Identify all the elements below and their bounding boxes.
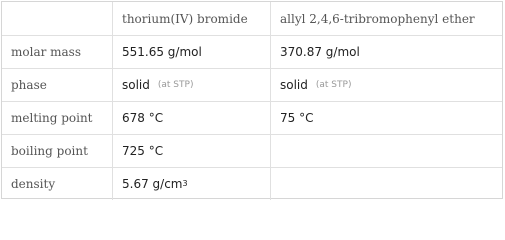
table-row-density: [2, 167, 502, 200]
value-cell: [270, 135, 502, 167]
table-row-melting-point: [2, 101, 502, 134]
value-cell: 551.65 g/mol: [112, 36, 270, 68]
header-empty-cell: [2, 2, 112, 35]
value-cell: [270, 168, 502, 200]
row-label: boiling point: [11, 144, 88, 158]
value-cell: 75 °C: [270, 102, 502, 134]
value-cell: 5.67 g/cm 3: [112, 168, 270, 200]
table-row-phase: [2, 68, 502, 101]
value-cell: [112, 69, 270, 101]
comparison-table: [1, 1, 503, 199]
row-label: density: [11, 177, 56, 191]
phase-note: (at STP): [157, 80, 194, 90]
table-row-molar-mass: [2, 35, 502, 68]
value-cell: [270, 69, 502, 101]
value-cell: 725 °C: [112, 135, 270, 167]
row-label: phase: [11, 78, 47, 92]
phase-value: solid: [122, 78, 150, 92]
table-row-boiling-point: [2, 134, 502, 167]
value-cell: 678 °C: [112, 102, 270, 134]
phase-note: (at STP): [315, 80, 352, 90]
row-label: molar mass: [11, 45, 81, 59]
phase-value: solid: [280, 78, 308, 92]
density-value: 5.67 g/cm: [122, 177, 183, 191]
header-row: [2, 2, 502, 35]
value-cell: 370.87 g/mol: [270, 36, 502, 68]
row-label: melting point: [11, 111, 93, 125]
header-allyl-tribromophenyl-ether: allyl 2,4,6-tribromophenyl ether: [270, 2, 502, 35]
header-thorium-bromide: thorium(IV) bromide: [112, 2, 270, 35]
